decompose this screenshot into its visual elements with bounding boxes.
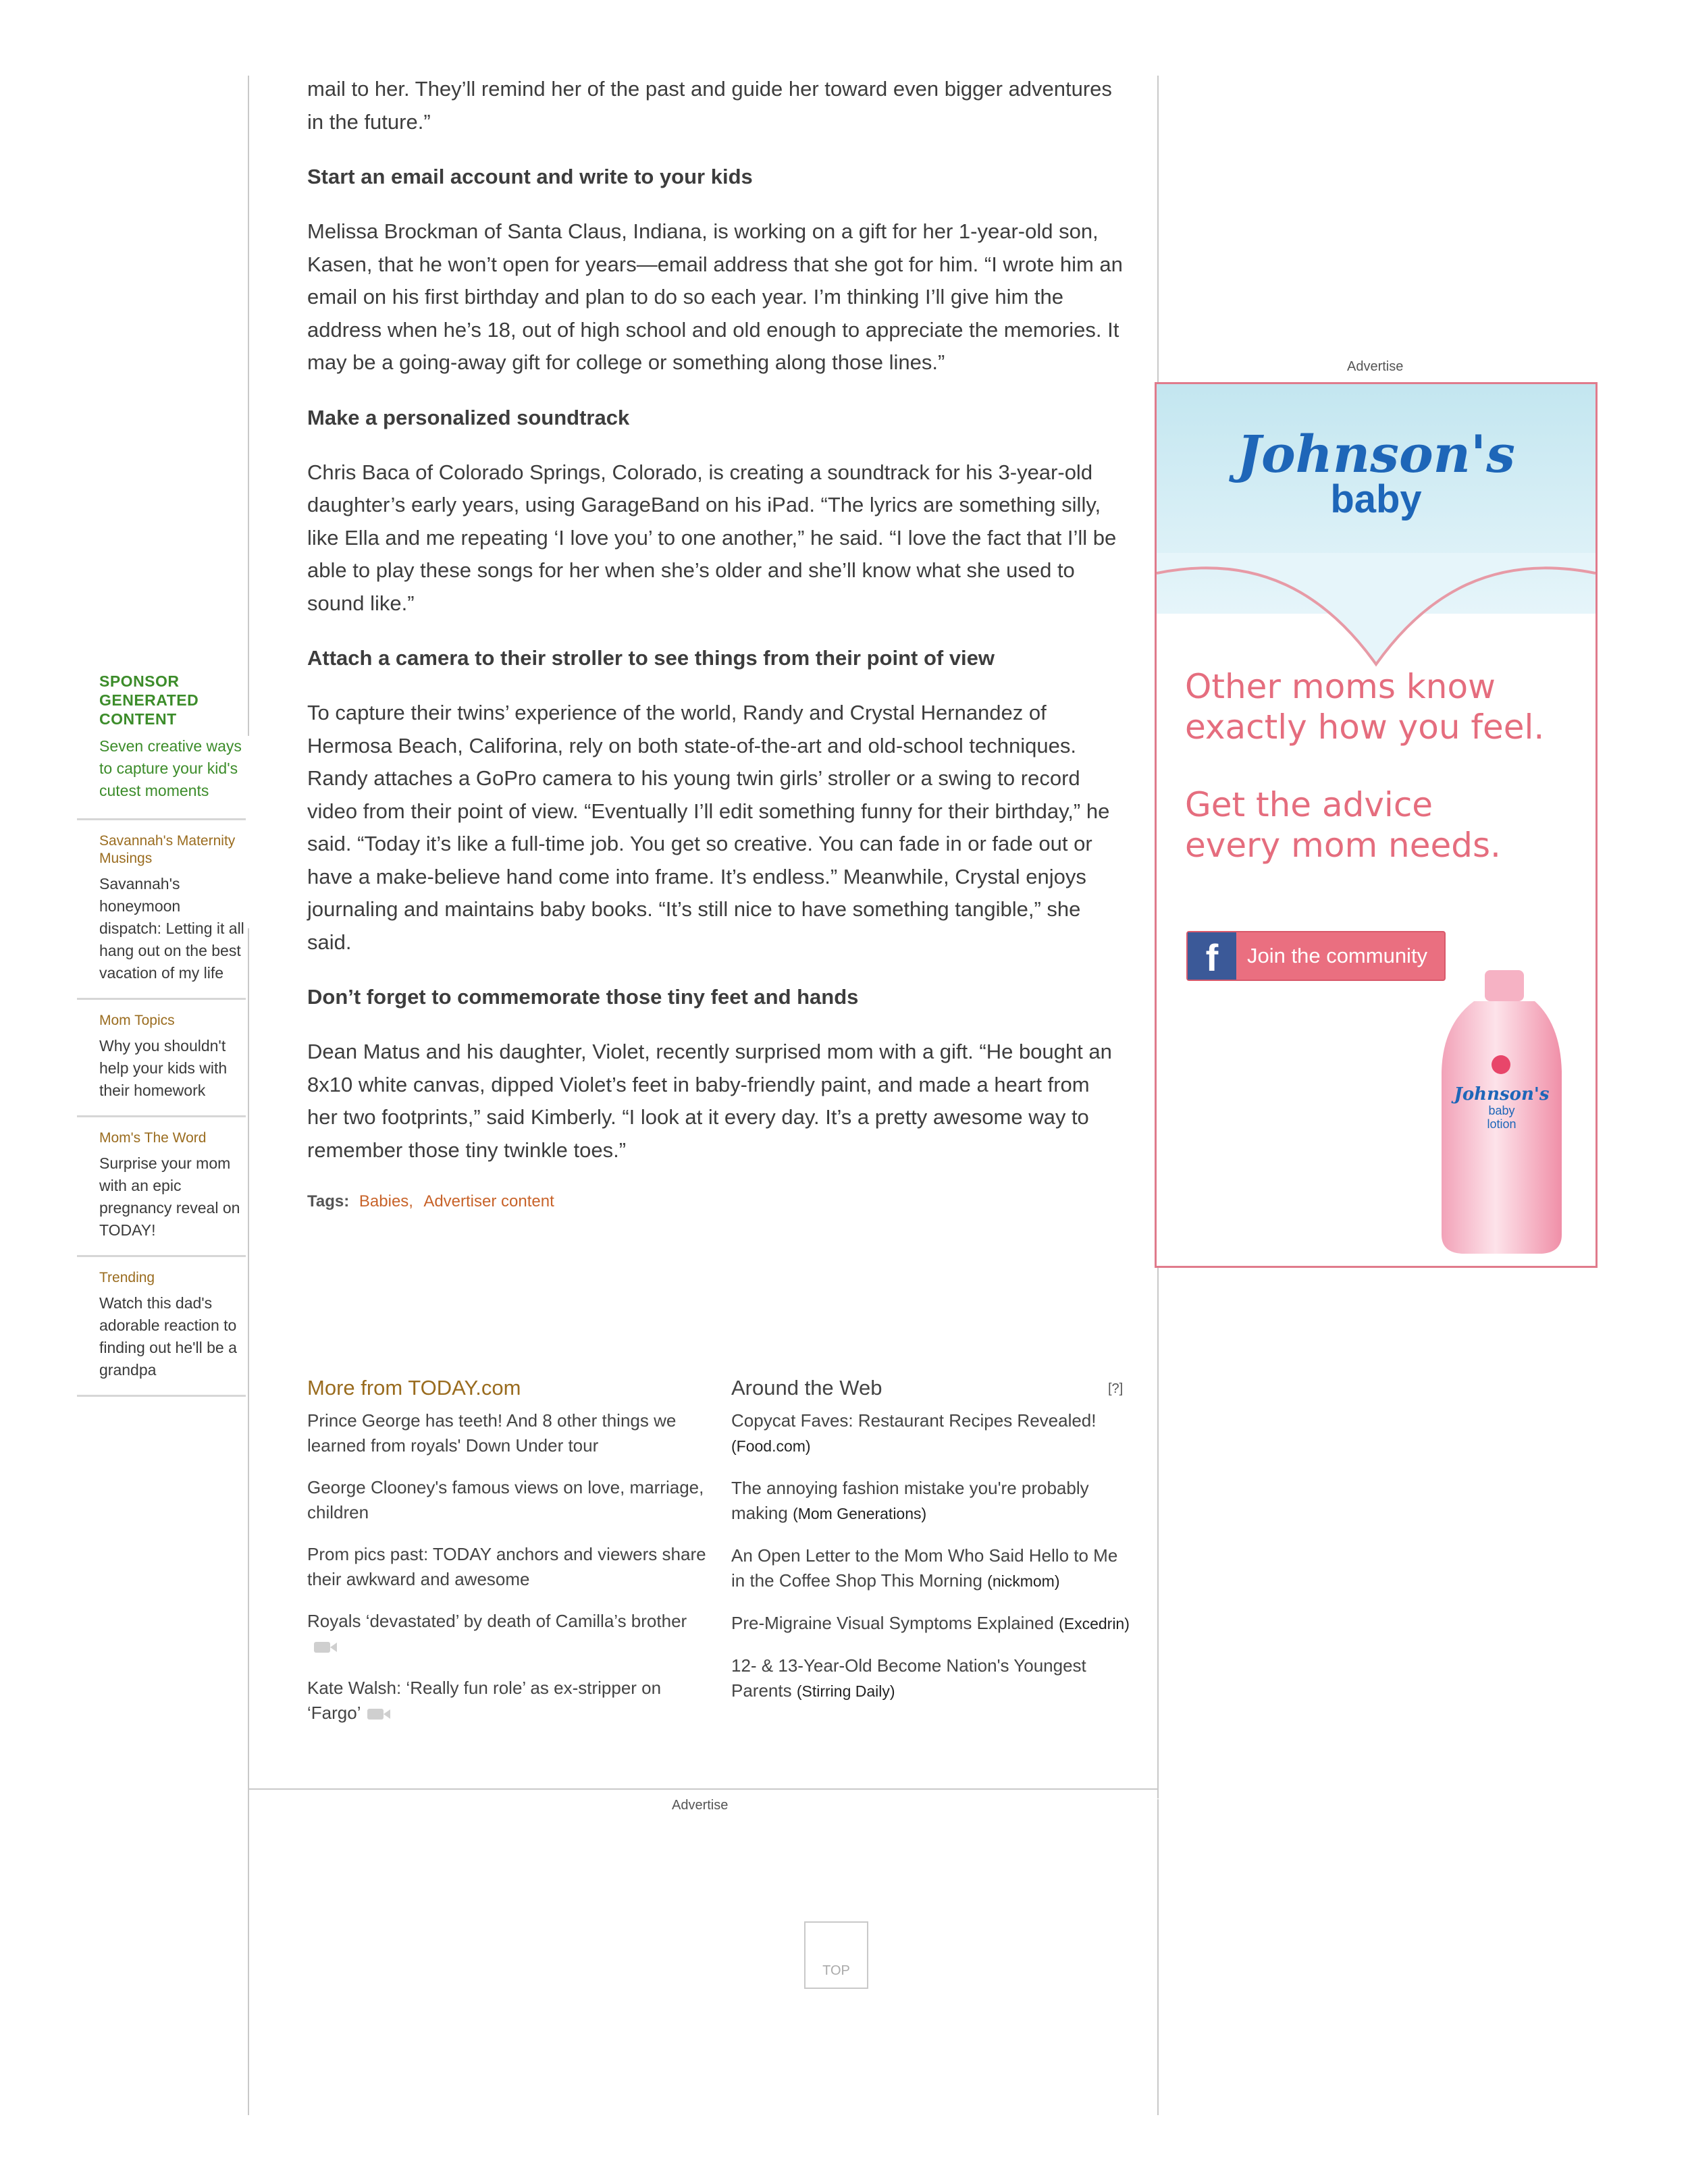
around-web-help[interactable]: [?] — [1108, 1381, 1124, 1396]
brand-logo — [1157, 426, 1595, 521]
content-bottom-rule — [248, 1788, 1158, 1790]
tag-link[interactable]: Advertiser content — [423, 1192, 554, 1210]
back-to-top-label: TOP — [822, 1963, 850, 1978]
around-web-list — [731, 1408, 1130, 1721]
join-community-label: Join the community — [1247, 944, 1428, 967]
sidebar-link[interactable]: Watch this dad's adorable reaction to finding out he'll be a grandpa — [99, 1294, 237, 1379]
more-from-link[interactable] — [307, 1609, 712, 1659]
sidebar-block — [77, 1115, 246, 1255]
ad-subheadline — [1185, 784, 1501, 865]
around-web-link-text: Copycat Faves: Restaurant Recipes Revealed! — [731, 1410, 1097, 1431]
around-web-link[interactable] — [731, 1611, 1130, 1636]
more-from-title: More from TODAY.com — [307, 1376, 521, 1400]
article-body — [307, 73, 1124, 1211]
sidebar-link[interactable]: Savannah's honeymoon dispatch: Letting it all hang out on the best vacation of my life — [99, 875, 244, 982]
more-from-link-text: Kate Walsh: ‘Really fun role’ as ex-stripper on ‘Fargo’ — [307, 1678, 662, 1723]
join-community-button[interactable] — [1186, 931, 1446, 981]
article-paragraph: To capture their twins’ experience of the world, Randy and Crystal Hernandez of Hermosa Beach, Califorina, rely on both state-of-the-art and old-school techniques. Randy attaches a GoPro camera to his young twin girls’ stroller or a swing to record video from their point of view. “Eventually I’ll edit something funny for their birthday,” he said. “Today it’s like a full-time job. You get so creative. You can fade in or fade out or have a make-believe hand come into frame. It’s endless.” Meanwhile, Crystal enjoys journaling and maintains baby books. “It’s still nice to have something tangible,” she said. — [307, 701, 1110, 954]
sidebar-block — [77, 998, 246, 1115]
around-web-source: (Stirring Daily) — [796, 1682, 895, 1700]
around-web-link-text: An Open Letter to the Mom Who Said Hello to Me in the Coffee Shop This Morning — [731, 1545, 1118, 1591]
around-web-source: (Mom Generations) — [793, 1505, 927, 1522]
bottom-advertise-label: Advertise — [672, 1798, 729, 1813]
around-web-source: (nickmom) — [987, 1572, 1060, 1590]
bottle-label — [1450, 1085, 1554, 1131]
sidebar-link[interactable]: Surprise your mom with an epic pregnancy reveal on TODAY! — [99, 1154, 240, 1239]
more-from-link[interactable]: George Clooney's famous views on love, marriage, children — [307, 1477, 704, 1522]
sidebar-category[interactable]: Trending — [99, 1270, 155, 1285]
ad-headline-line: exactly how you feel. — [1185, 708, 1545, 747]
ad-headline-line: Other moms know — [1185, 667, 1496, 706]
sponsor-link[interactable]: Seven creative ways to capture your kid's cutest moments — [99, 737, 242, 799]
sidebar-category[interactable]: Savannah's Maternity Musings — [99, 833, 236, 866]
section-heading: Attach a camera to their stroller to see things from their point of view — [307, 646, 995, 670]
back-to-top-button[interactable] — [804, 1921, 868, 1989]
bottle-text: baby — [1488, 1104, 1515, 1117]
video-icon — [314, 1641, 337, 1654]
ad-headline — [1185, 666, 1544, 747]
johnsons-baby-ad[interactable] — [1155, 382, 1598, 1268]
sidebar-category[interactable]: Mom Topics — [99, 1013, 175, 1028]
article-paragraph: Chris Baca of Colorado Springs, Colorado, is creating a soundtrack for his 3-year-old daughter’s early years, using GarageBand on his iPad. “The lyrics are something silly, like Ella and me repeating ‘I love you’ to one another,” he said. “I love the fact that I’ll be able to play these songs for her when she’s older and she’ll know what she used to sound like.” — [307, 460, 1117, 615]
sidebar-block — [77, 818, 246, 998]
tags-label: Tags: — [307, 1192, 350, 1210]
left-sidebar — [77, 672, 246, 1397]
sidebar-link[interactable]: Why you shouldn't help your kids with their homework — [99, 1037, 228, 1099]
section-heading: Don’t forget to commemorate those tiny feet and hands — [307, 985, 859, 1009]
around-web-link[interactable] — [731, 1408, 1130, 1459]
around-web-link-text: 12- & 13-Year-Old Become Nation's Youngest Parents — [731, 1655, 1086, 1701]
brand-name: Johnson's — [1237, 424, 1515, 484]
video-icon — [367, 1707, 390, 1721]
around-web-link[interactable] — [731, 1476, 1130, 1526]
around-web-link[interactable] — [731, 1543, 1130, 1594]
advertise-label: Advertise — [1347, 359, 1404, 374]
sponsor-heading: SPONSOR GENERATED CONTENT — [99, 672, 199, 728]
bottle-text: lotion — [1487, 1117, 1516, 1131]
sidebar-category[interactable]: Mom's The Word — [99, 1130, 207, 1146]
sidebar-block — [77, 1255, 246, 1397]
left-column-rule — [248, 76, 249, 736]
more-from-link[interactable]: Prince George has teeth! And 8 other things we learned from royals' Down Under tour — [307, 1410, 677, 1456]
section-heading: Start an email account and write to your kids — [307, 165, 753, 188]
ad-subheadline-line: every mom needs. — [1185, 826, 1501, 865]
tag-separator: , — [408, 1192, 413, 1210]
around-web-source: (Food.com) — [731, 1437, 811, 1455]
article-paragraph: mail to her. They’ll remind her of the past and guide her toward even bigger adventures in the future.” — [307, 77, 1112, 134]
ad-subheadline-line: Get the advice — [1185, 785, 1433, 824]
around-web-link-text: The annoying fashion mistake you're probably making — [731, 1478, 1089, 1523]
more-from-link[interactable] — [307, 1676, 712, 1726]
bottle-brand: Johnson's — [1454, 1084, 1550, 1104]
left-column-rule-lower — [248, 928, 249, 2115]
more-from-link-text: Royals ‘devastated’ by death of Camilla’s brother — [307, 1611, 687, 1631]
tags-row — [307, 1192, 1124, 1211]
section-heading: Make a personalized soundtrack — [307, 405, 630, 429]
brand-subname: baby — [1330, 477, 1422, 521]
more-from-link[interactable]: Prom pics past: TODAY anchors and viewers share their awkward and awesome — [307, 1544, 706, 1589]
tag-link[interactable]: Babies — [359, 1192, 409, 1210]
facebook-icon: f — [1188, 932, 1236, 980]
article-paragraph: Dean Matus and his daughter, Violet, recently surprised mom with a gift. “He bought an 8x10 white canvas, dipped Violet’s feet in baby-friendly paint, and made a heart from her two footprints,” said Kimberly. “I look at it every day. It’s a pretty awesome way to remember those tiny twinkle toes.” — [307, 1040, 1112, 1162]
article-paragraph: Melissa Brockman of Santa Claus, Indiana, is working on a gift for her 1-year-old son, Kasen, that he won’t open for years—email address that she got for him. “I wrote him an email on his first birthday and plan to do so each year. I’m thinking I’ll give him the address when he’s 18, out of high school and old enough to appreciate the memories. It may be a going-away gift for college or something along those lines.” — [307, 219, 1123, 374]
around-web-source: (Excedrin) — [1059, 1615, 1130, 1632]
around-web-link[interactable] — [731, 1653, 1130, 1704]
around-web-link-text: Pre-Migraine Visual Symptoms Explained — [731, 1613, 1054, 1633]
more-from-list — [307, 1408, 712, 1742]
right-column-rule-lower — [1157, 1799, 1159, 2115]
around-web-title: Around the Web — [731, 1376, 882, 1400]
